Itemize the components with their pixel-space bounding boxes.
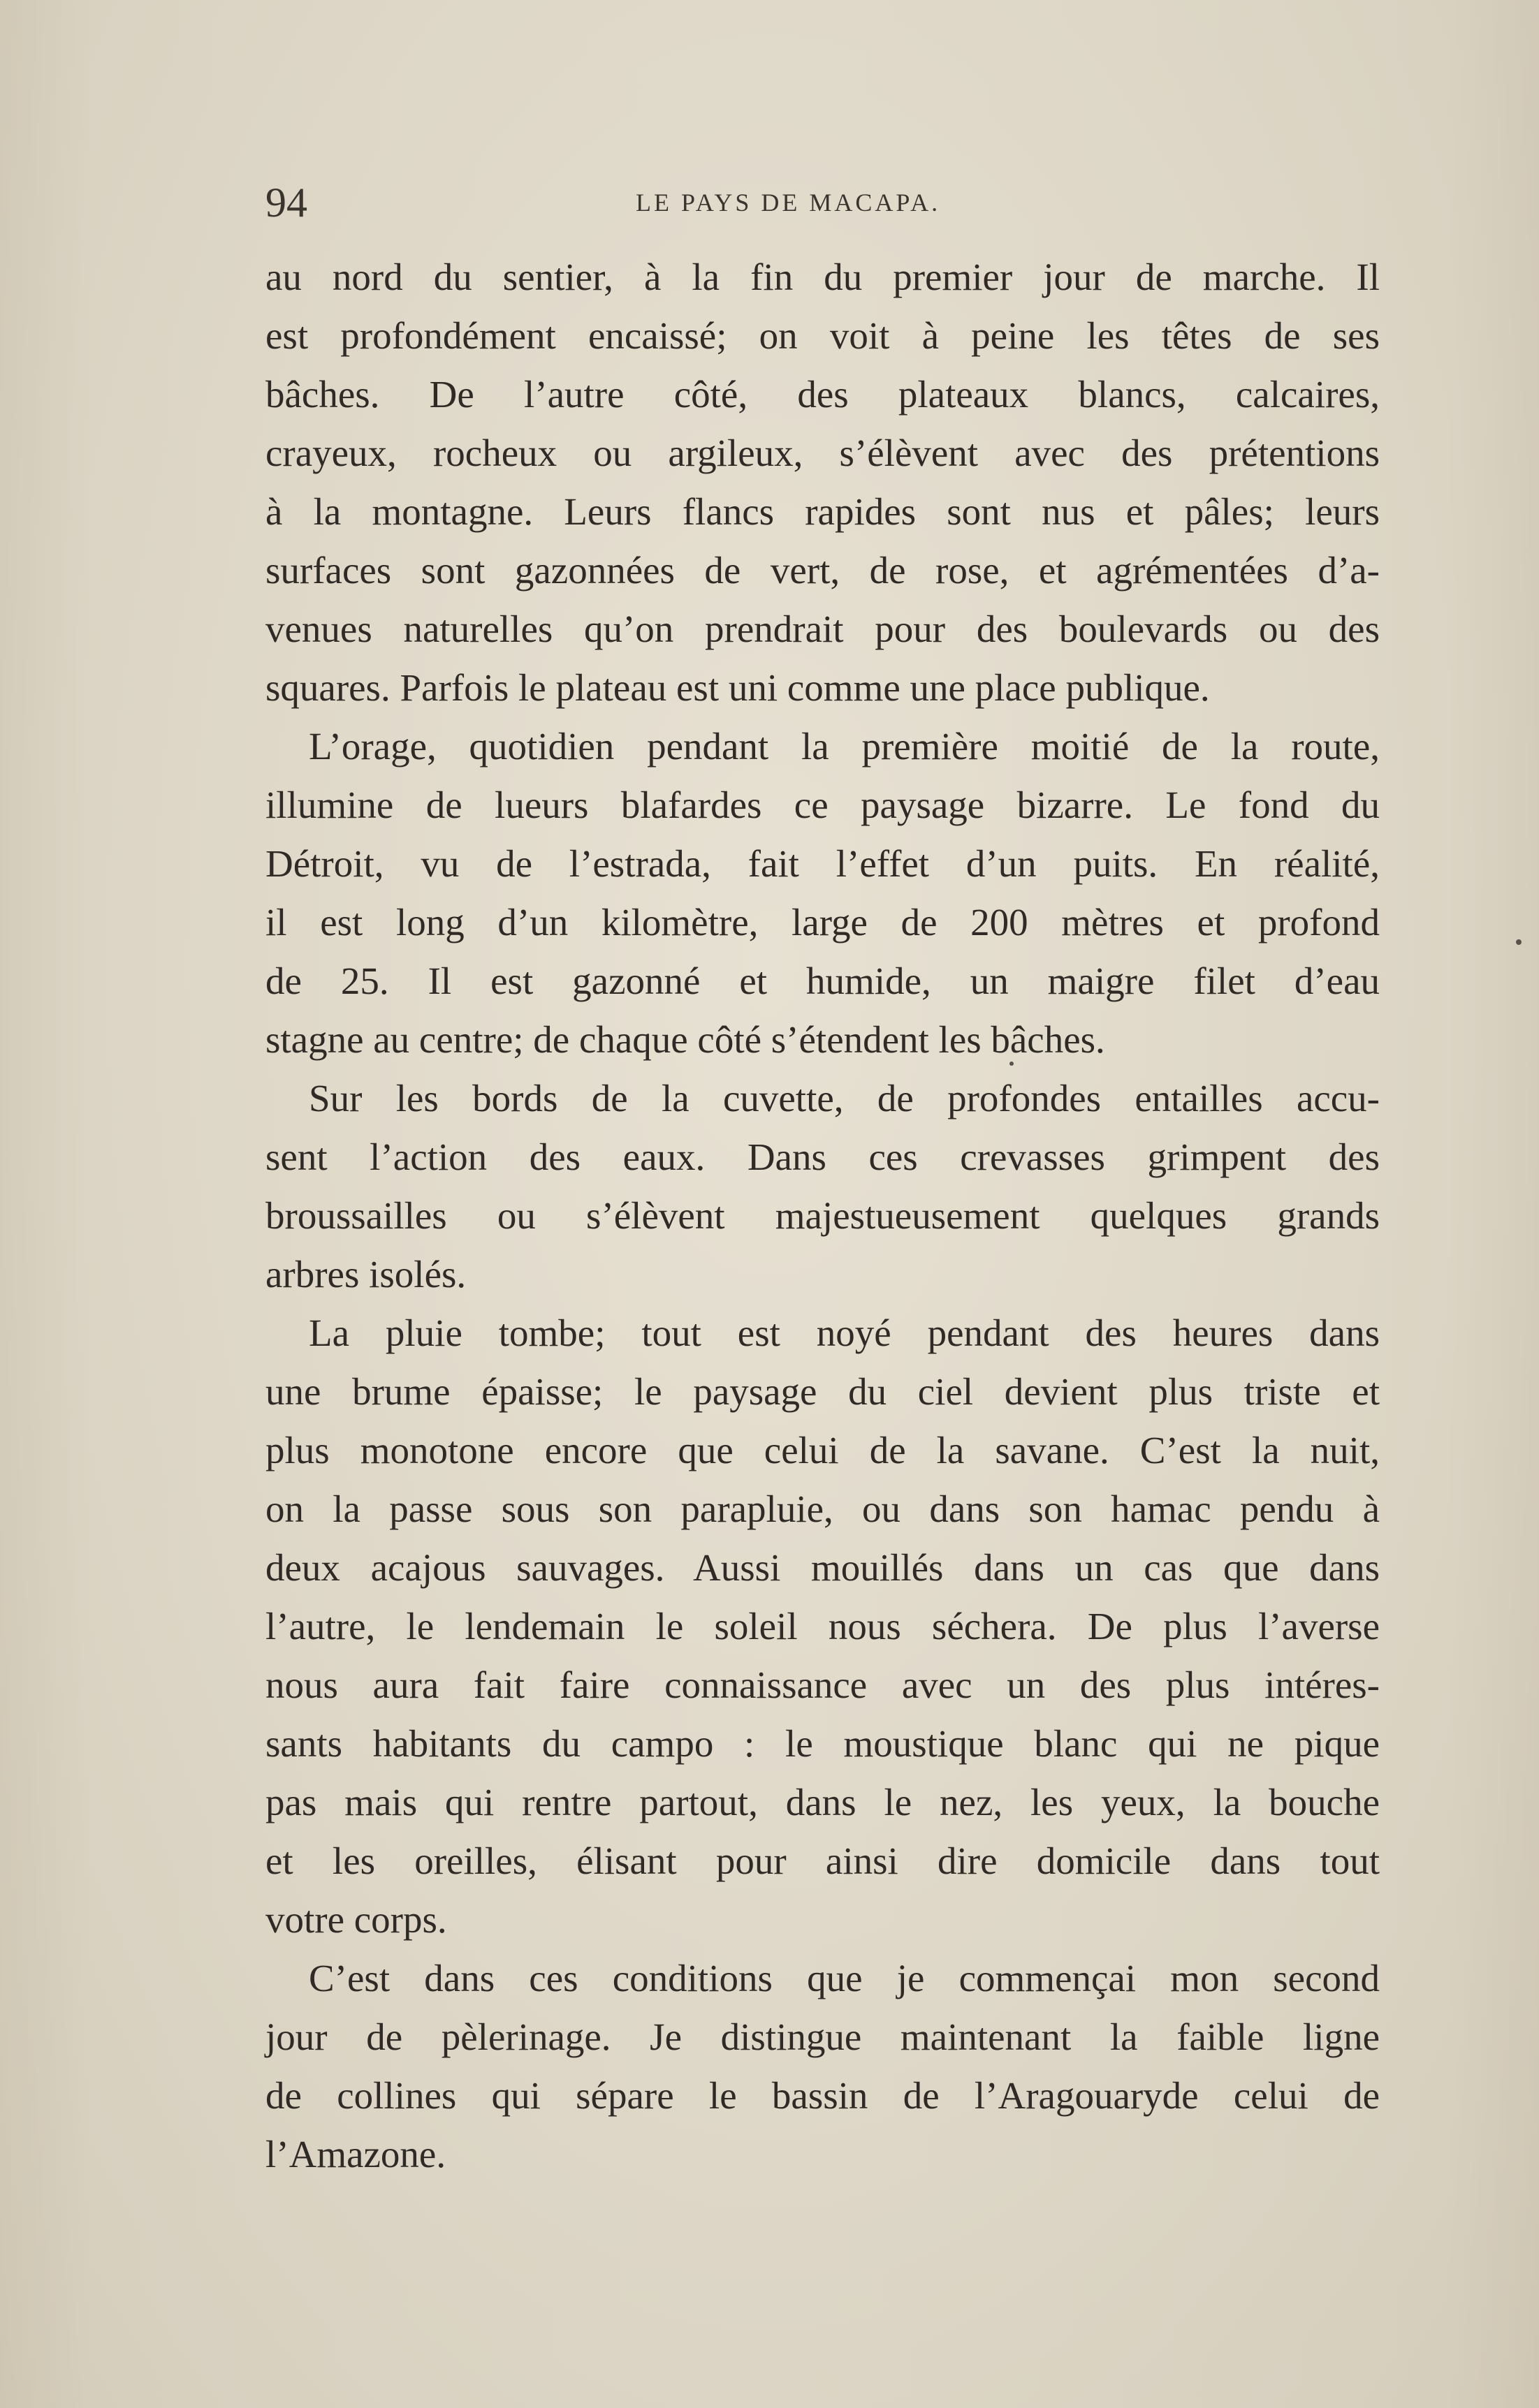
- page-header: [265, 175, 1383, 230]
- text-line: de collines qui sépare le bassin de l’Aragouaryde celui de: [265, 2074, 1380, 2117]
- text-line: Détroit, vu de l’estrada, fait l’effet d’un puits. En réalité,: [265, 842, 1380, 885]
- text-line: C’est dans ces conditions que je commençai mon second: [309, 1957, 1380, 1999]
- text-line: bâches. De l’autre côté, des plateaux blancs, calcaires,: [265, 373, 1380, 416]
- text-line: arbres isolés.: [265, 1253, 467, 1295]
- body-text: [265, 248, 1380, 2184]
- text-line: venues naturelles qu’on prendrait pour des boulevards ou des: [265, 608, 1380, 650]
- text-line: jour de pèlerinage. Je distingue maintenant la faible ligne: [265, 2016, 1380, 2058]
- text-line: il est long d’un kilomètre, large de 200 mètres et profond: [265, 901, 1380, 944]
- text-line: deux acajous sauvages. Aussi mouillés dans un cas que dans: [265, 1546, 1380, 1589]
- text-line: et les oreilles, élisant pour ainsi dire domicile dans tout: [265, 1840, 1380, 1882]
- text-line: on la passe sous son parapluie, ou dans son hamac pendu à: [265, 1488, 1380, 1530]
- text-line: l’autre, le lendemain le soleil nous séchera. De plus l’averse: [265, 1605, 1380, 1647]
- text-line: nous aura fait faire connaissance avec un des plus intéres-: [265, 1664, 1380, 1706]
- page-number: 94: [265, 179, 307, 226]
- text-line: broussailles ou s’élèvent majestueusement quelques grands: [265, 1194, 1380, 1237]
- text-line: une brume épaisse; le paysage du ciel devient plus triste et: [265, 1370, 1380, 1413]
- text-line: plus monotone encore que celui de la savane. C’est la nuit,: [265, 1429, 1380, 1471]
- text-line: votre corps.: [265, 1898, 447, 1941]
- text-line: au nord du sentier, à la fin du premier jour de marche. Il: [265, 256, 1380, 298]
- running-head: LE PAYS DE MACAPA.: [636, 189, 941, 216]
- text-line: La pluie tombe; tout est noyé pendant des heures dans: [309, 1312, 1380, 1354]
- text-line: à la montagne. Leurs flancs rapides sont nus et pâles; leurs: [265, 490, 1380, 533]
- paper-speck: [1516, 939, 1522, 945]
- text-line: squares. Parfois le plateau est uni comme une place publique.: [265, 666, 1210, 709]
- text-line: illumine de lueurs blafardes ce paysage bizarre. Le fond du: [265, 784, 1380, 826]
- text-line: Sur les bords de la cuvette, de profondes entailles accu-: [309, 1077, 1380, 1119]
- text-line: crayeux, rocheux ou argileux, s’élèvent avec des prétentions: [265, 432, 1380, 474]
- text-line: surfaces sont gazonnées de vert, de rose, et agrémentées d’a-: [265, 549, 1380, 592]
- text-line: est profondément encaissé; on voit à peine les têtes de ses: [265, 314, 1380, 357]
- text-line: l’Amazone.: [265, 2133, 446, 2175]
- text-line: stagne au centre; de chaque côté s’étendent les bâches.: [265, 1018, 1105, 1061]
- text-line: sants habitants du campo : le moustique blanc qui ne pique: [265, 1722, 1380, 1765]
- text-line: sent l’action des eaux. Dans ces crevasses grimpent des: [265, 1136, 1380, 1178]
- paper-speck: [1009, 1062, 1014, 1066]
- text-line: pas mais qui rentre partout, dans le nez, les yeux, la bouche: [265, 1781, 1380, 1823]
- text-line: de 25. Il est gazonné et humide, un maigre filet d’eau: [265, 960, 1380, 1002]
- text-line: L’orage, quotidien pendant la première moitié de la route,: [309, 725, 1380, 768]
